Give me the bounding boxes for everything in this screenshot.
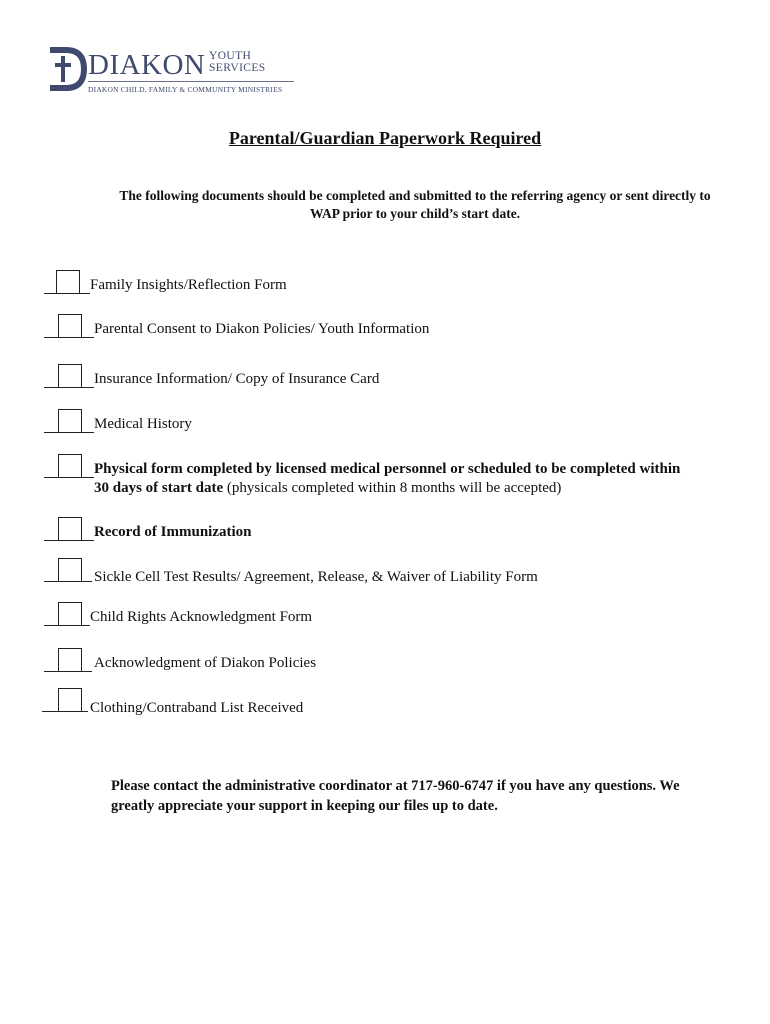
checkbox[interactable] (58, 454, 82, 478)
item-label: Acknowledgment of Diakon Policies (94, 655, 317, 671)
item-label: Family Insights/Reflection Form (90, 277, 287, 293)
checkbox[interactable] (58, 558, 82, 582)
checkbox[interactable] (58, 364, 82, 388)
checkbox[interactable] (58, 688, 82, 712)
logo-sub-line1: YOUTH (209, 50, 252, 62)
checkbox[interactable] (56, 270, 80, 294)
closing-note: Please contact the administrative coordinator at 717-960-6747 if you have any questions. We greatly appreciate your support in keeping our files up to date. (111, 778, 680, 814)
item-label: Clothing/Contraband List Received (90, 700, 304, 716)
item-label: Insurance Information/ Copy of Insurance Card (94, 371, 380, 387)
checkbox[interactable] (58, 517, 82, 541)
item-label: Sickle Cell Test Results/ Agreement, Release, & Waiver of Liability Form (94, 569, 538, 585)
logo-subtitle (209, 50, 266, 74)
intro-text: The following documents should be completed and submitted to the referring agency or sent directly to WAP prior to your child’s start date. (119, 188, 711, 221)
item-label: Child Rights Acknowledgment Form (90, 609, 313, 625)
checkbox[interactable] (58, 314, 82, 338)
checkbox[interactable] (58, 648, 82, 672)
item-label: Medical History (94, 416, 192, 432)
item-label-note: (physicals completed within 8 months will be accepted) (223, 480, 562, 496)
checkbox[interactable] (58, 602, 82, 626)
item-label-bold: 30 days of start date (94, 480, 224, 496)
item-label: Parental Consent to Diakon Policies/ Youth Information (94, 321, 430, 337)
logo-sub-line2: SERVICES (209, 62, 266, 74)
page-title: Parental/Guardian Paperwork Required (228, 128, 542, 148)
checkbox[interactable] (58, 409, 82, 433)
logo-tagline: DIAKON CHILD, FAMILY & COMMUNITY MINISTRIES (88, 85, 283, 94)
item-label-continued (94, 479, 561, 498)
logo-name: DIAKON (88, 49, 206, 81)
logo-divider (88, 81, 294, 82)
diakon-cross-logo-icon (44, 44, 88, 94)
item-label: Physical form completed by licensed medical personnel or scheduled to be completed within (94, 461, 681, 477)
diakon-logo (44, 44, 304, 100)
item-label: Record of Immunization (94, 524, 252, 540)
